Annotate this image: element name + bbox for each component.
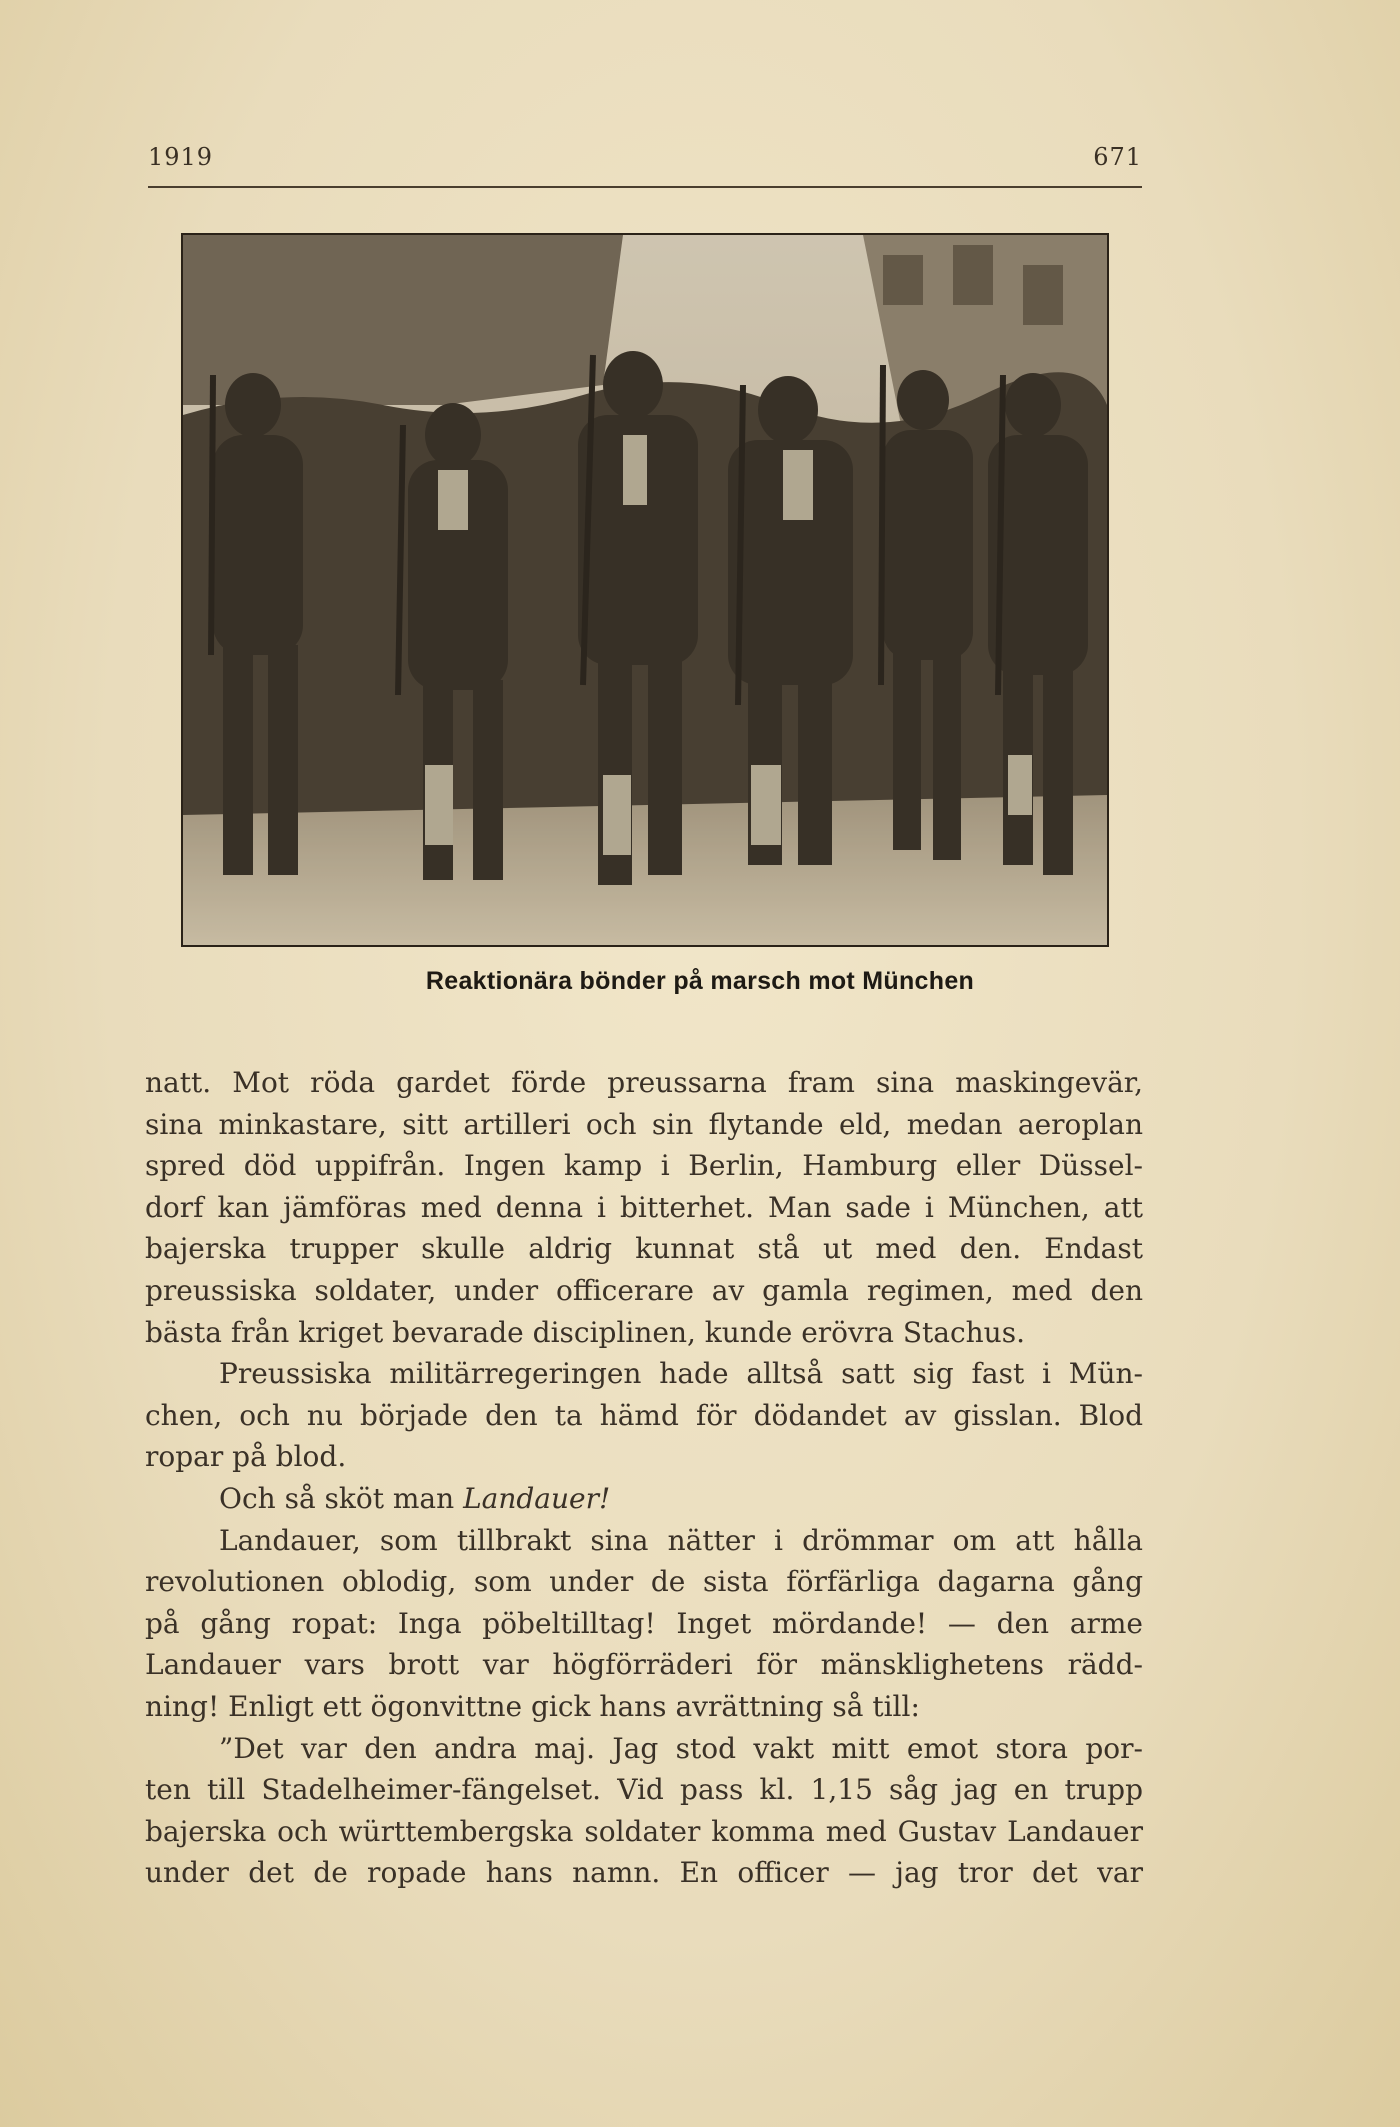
text-line: Preussiska militärregeringen hade alltså satt sig fast i Mün- [219,1357,1143,1391]
text-line: chen, och nu började den ta hämd för dödandet av gisslan. Blod [145,1398,1143,1432]
text-line: under det de ropade hans namn. En officer — jag tror det var [145,1856,1143,1890]
p3-emphasis: Landauer! [463,1481,611,1515]
text-line: preussiska soldater, under officerare av gamla regimen, med den [145,1273,1143,1307]
header-rule [148,186,1142,188]
text-line: sina minkastare, sitt artilleri och sin flytande eld, medan aeroplan [145,1107,1143,1141]
text-line: dorf kan jämföras med denna i bitterhet. Man sade i München, att [145,1190,1143,1224]
text-line: ropar på blod. [145,1440,347,1474]
text-line: bajerska trupper skulle aldrig kunnat stå ut med den. Endast [145,1232,1143,1266]
text-line: bajerska och württembergska soldater komma med Gustav Landauer [145,1814,1143,1848]
text-line: ”Det var den andra maj. Jag stod vakt mitt emot stora por- [219,1731,1143,1765]
text-line-landauer [145,1478,1143,1520]
text-line: revolutionen oblodig, som under de sista förfärliga dagarna gång [145,1565,1143,1599]
text-line: ning! Enligt ett ögonvittne gick hans avrättning så till: [145,1689,920,1723]
header-year: 1919 [148,143,214,171]
figure-caption: Reaktionära bönder på marsch mot München [425,967,975,995]
text-line: på gång ropat: Inga pöbeltilltag! Inget mördande! — den arme [145,1606,1143,1640]
text-line: ten till Stadelheimer-fängelset. Vid pass kl. 1,15 såg jag en trupp [145,1773,1143,1807]
photograph [181,233,1109,947]
p3-prefix: Och så sköt man [219,1481,464,1515]
text-line: spred död uppifrån. Ingen kamp i Berlin, Hamburg eller Düssel- [145,1149,1143,1183]
article-body [145,1062,1143,1894]
text-line: natt. Mot röda gardet förde preussarna fram sina maskingevär, [145,1066,1143,1099]
text-line: Landauer, som tillbrakt sina nätter i drömmar om att hålla [219,1523,1143,1557]
text-line: bästa från kriget bevarade disciplinen, kunde erövra Stachus. [145,1315,1025,1349]
photo-marching-peasants-icon [183,235,1107,945]
page-number: 671 [1093,143,1142,171]
text-line: Landauer vars brott var högförräderi för mänsklighetens rädd- [145,1648,1143,1682]
